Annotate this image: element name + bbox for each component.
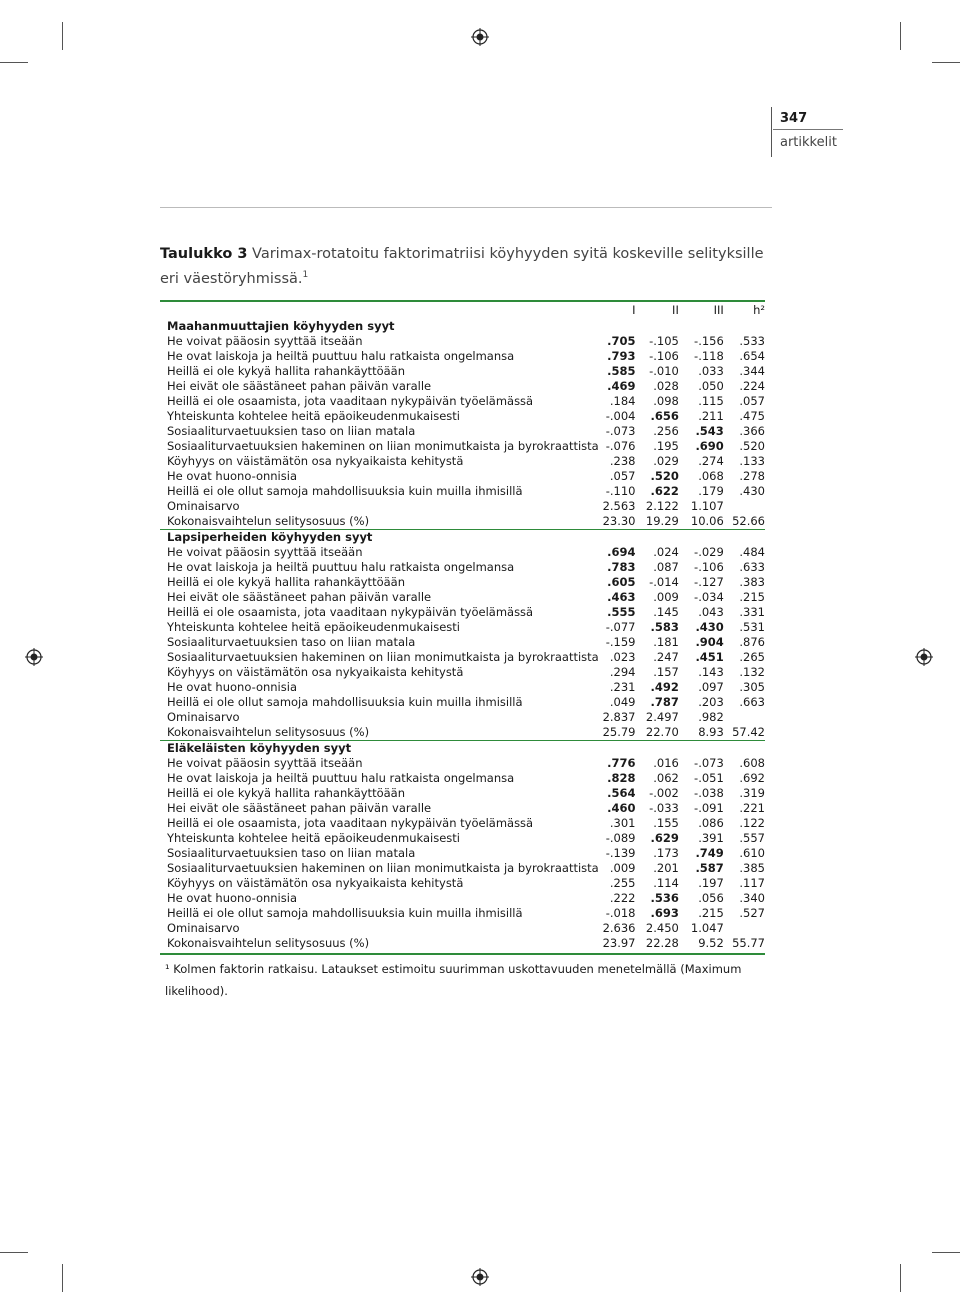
table-row xyxy=(160,725,765,741)
table-row xyxy=(160,364,765,379)
crop-mark xyxy=(932,62,960,63)
cell-value: 2.837 xyxy=(602,710,636,724)
cell-value: .793 xyxy=(607,349,636,363)
row-label: He ovat huono-onnisia xyxy=(167,680,297,694)
row-label: Köyhyys on väistämätön osa nykyaikaista kehitystä xyxy=(167,454,464,468)
cell-value: .133 xyxy=(739,454,765,468)
cell-value: -.106 xyxy=(694,560,724,574)
cell-value: .693 xyxy=(650,906,679,920)
table-row xyxy=(160,861,765,876)
group-header-row xyxy=(160,530,765,546)
cell-value: .587 xyxy=(695,861,724,875)
page-number: 347 xyxy=(780,111,808,126)
row-label: Heillä ei ole osaamista, jota vaaditaan nykypäivän työelämässä xyxy=(167,394,534,408)
cell-value: .087 xyxy=(653,560,679,574)
table-row xyxy=(160,499,765,514)
row-label: Sosiaaliturvaetuuksien taso on liian matala xyxy=(167,846,416,860)
row-label: Hei eivät ole säästäneet pahan päivän varalle xyxy=(167,379,432,393)
table-row xyxy=(160,801,765,816)
cell-value: .184 xyxy=(609,394,636,408)
row-label: Heillä ei ole osaamista, jota vaaditaan nykypäivän työelämässä xyxy=(167,605,534,619)
table-row xyxy=(160,560,765,575)
cell-value: .460 xyxy=(607,801,636,815)
row-label: Heillä ei ole ollut samoja mahdollisuuksia kuin muilla ihmisillä xyxy=(167,906,523,920)
caption-label: Taulukko 3 xyxy=(160,246,248,262)
cell-value: .319 xyxy=(739,786,765,800)
cell-value: -.010 xyxy=(649,364,679,378)
table-row xyxy=(160,394,765,409)
cell-value: -.033 xyxy=(649,801,679,815)
row-label: Sosiaaliturvaetuuksien hakeminen on liian monimutkaista ja byrokraattista xyxy=(167,861,599,875)
row-label: Hei eivät ole säästäneet pahan päivän varalle xyxy=(167,801,432,815)
table-row xyxy=(160,891,765,906)
cell-value: .492 xyxy=(650,680,679,694)
cell-value: -.118 xyxy=(694,349,724,363)
cell-value: .557 xyxy=(739,831,765,845)
table-row xyxy=(160,906,765,921)
cell-value: .475 xyxy=(739,409,765,423)
cell-value: .583 xyxy=(650,620,679,634)
cell-value: .143 xyxy=(698,665,724,679)
cell-value: .265 xyxy=(739,650,765,664)
table-row xyxy=(160,545,765,560)
row-label: Kokonaisvaihtelun selitysosuus (%) xyxy=(167,514,370,528)
cell-value: .028 xyxy=(653,379,679,393)
crop-mark xyxy=(62,1264,63,1292)
cell-value: 2.636 xyxy=(602,921,636,935)
table-row xyxy=(160,816,765,831)
cell-value xyxy=(724,921,765,936)
cell-value: .203 xyxy=(698,695,724,709)
table-row xyxy=(160,756,765,771)
cell-value: .463 xyxy=(607,590,636,604)
crop-mark xyxy=(0,62,28,63)
cell-value: .430 xyxy=(695,620,724,634)
cell-value: .301 xyxy=(609,816,636,830)
row-label: Yhteiskunta kohtelee heitä epäoikeudenmukaisesti xyxy=(167,409,460,423)
cell-value: .391 xyxy=(698,831,724,845)
cell-value: .114 xyxy=(653,876,679,890)
table-row xyxy=(160,771,765,786)
cell-value: 55.77 xyxy=(732,936,765,950)
cell-value: -.018 xyxy=(605,906,636,920)
row-label: Yhteiskunta kohtelee heitä epäoikeudenmukaisesti xyxy=(167,620,460,634)
cell-value: .024 xyxy=(653,545,679,559)
cell-value: .115 xyxy=(698,394,724,408)
group-title: Maahanmuuttajien köyhyyden syyt xyxy=(167,319,395,333)
cell-value: -.139 xyxy=(605,846,636,860)
row-label: He ovat laiskoja ja heiltä puuttuu halu ratkaista ongelmansa xyxy=(167,349,515,363)
cell-value: .555 xyxy=(607,605,636,619)
cell-value: .520 xyxy=(739,439,765,453)
cell-value: .469 xyxy=(607,379,636,393)
cell-value: .068 xyxy=(698,469,724,483)
cell-value: -.034 xyxy=(694,590,724,604)
table-row xyxy=(160,439,765,454)
group-header-row xyxy=(160,319,765,334)
table-row xyxy=(160,876,765,891)
row-label: Ominaisarvo xyxy=(167,921,240,935)
table-row xyxy=(160,846,765,861)
table-row xyxy=(160,590,765,605)
cell-value: .256 xyxy=(653,424,679,438)
row-label: Sosiaaliturvaetuuksien hakeminen on liian monimutkaista ja byrokraattista xyxy=(167,439,599,453)
cell-value: .057 xyxy=(609,469,636,483)
cell-value: .098 xyxy=(653,394,679,408)
cell-value: -.127 xyxy=(694,575,724,589)
row-label: He ovat huono-onnisia xyxy=(167,891,297,905)
row-label: Kokonaisvaihtelun selitysosuus (%) xyxy=(167,936,370,950)
cell-value: .238 xyxy=(609,454,636,468)
cell-value: .663 xyxy=(739,695,765,709)
row-label: Heillä ei ole ollut samoja mahdollisuuksia kuin muilla ihmisillä xyxy=(167,484,523,498)
table-row xyxy=(160,936,765,951)
table-row xyxy=(160,409,765,424)
cell-value: .564 xyxy=(607,786,636,800)
cell-value: .029 xyxy=(653,454,679,468)
cell-value: .195 xyxy=(653,439,679,453)
cell-value: 2.122 xyxy=(645,499,679,513)
cell-value: .484 xyxy=(739,545,765,559)
table-row xyxy=(160,786,765,801)
cell-value: .231 xyxy=(609,680,636,694)
table-row xyxy=(160,469,765,484)
cell-value: .201 xyxy=(653,861,679,875)
cell-value: .122 xyxy=(739,816,765,830)
row-label: He voivat pääosin syyttää itseään xyxy=(167,545,363,559)
row-label: Sosiaaliturvaetuuksien hakeminen on liian monimutkaista ja byrokraattista xyxy=(167,650,599,664)
table-row xyxy=(160,665,765,680)
cell-value: .056 xyxy=(698,891,724,905)
cell-value: .294 xyxy=(609,665,636,679)
row-label: Heillä ei ole osaamista, jota vaaditaan nykypäivän työelämässä xyxy=(167,816,534,830)
cell-value: .215 xyxy=(698,906,724,920)
cell-value: .543 xyxy=(695,424,724,438)
table-row xyxy=(160,454,765,469)
table-row xyxy=(160,620,765,635)
cell-value: .531 xyxy=(739,620,765,634)
footnote-line: ¹ Kolmen faktorin ratkaisu. Lataukset estimoitu suurimman uskottavuuden menetelmällä (Maximum xyxy=(165,962,742,976)
cell-value xyxy=(724,710,765,725)
table-row xyxy=(160,710,765,725)
cell-value: -.073 xyxy=(694,756,724,770)
header-divider xyxy=(773,129,843,130)
cell-value: .057 xyxy=(739,394,765,408)
cell-value: .654 xyxy=(739,349,765,363)
column-header: II xyxy=(672,303,679,317)
cell-value: .622 xyxy=(650,484,679,498)
cell-value: .255 xyxy=(609,876,636,890)
factor-matrix xyxy=(160,302,765,951)
cell-value: 52.66 xyxy=(732,514,765,528)
row-label: Sosiaaliturvaetuuksien taso on liian matala xyxy=(167,635,416,649)
cell-value: .211 xyxy=(698,409,724,423)
cell-value: -.105 xyxy=(649,334,679,348)
cell-value: .520 xyxy=(650,469,679,483)
cell-value: .385 xyxy=(739,861,765,875)
cell-value: .117 xyxy=(739,876,765,890)
cell-value: .062 xyxy=(653,771,679,785)
cell-value: -.038 xyxy=(694,786,724,800)
header-divider xyxy=(771,107,772,157)
cell-value: 22.70 xyxy=(645,725,679,739)
table-row xyxy=(160,514,765,530)
row-label: Heillä ei ole kykyä hallita rahankäyttöään xyxy=(167,575,405,589)
cell-value: .656 xyxy=(650,409,679,423)
row-label: He voivat pääosin syyttää itseään xyxy=(167,334,363,348)
cell-value: .692 xyxy=(739,771,765,785)
cell-value: .383 xyxy=(739,575,765,589)
footnote xyxy=(165,958,765,1002)
row-label: Hei eivät ole säästäneet pahan päivän varalle xyxy=(167,590,432,604)
cell-value: -.110 xyxy=(605,484,636,498)
cell-value: .527 xyxy=(739,906,765,920)
cell-value: .278 xyxy=(739,469,765,483)
row-label: Köyhyys on väistämätön osa nykyaikaista kehitystä xyxy=(167,665,464,679)
cell-value: .009 xyxy=(653,590,679,604)
table-row xyxy=(160,605,765,620)
cell-value: -.156 xyxy=(694,334,724,348)
crop-mark xyxy=(900,22,901,50)
cell-value: .155 xyxy=(653,816,679,830)
cell-value: .173 xyxy=(653,846,679,860)
cell-value: .605 xyxy=(607,575,636,589)
cell-value: .690 xyxy=(695,439,724,453)
cell-value: .181 xyxy=(653,635,679,649)
cell-value: .340 xyxy=(739,891,765,905)
cell-value: 2.450 xyxy=(645,921,679,935)
crop-mark xyxy=(932,1252,960,1253)
cell-value: 23.97 xyxy=(602,936,636,950)
row-label: Köyhyys on väistämätön osa nykyaikaista kehitystä xyxy=(167,876,464,890)
table-row xyxy=(160,424,765,439)
cell-value: .179 xyxy=(698,484,724,498)
cell-value: 1.107 xyxy=(690,499,724,513)
section-label: artikkelit xyxy=(780,135,837,150)
cell-value: .097 xyxy=(698,680,724,694)
cell-value: .705 xyxy=(607,334,636,348)
cell-value: -.159 xyxy=(605,635,636,649)
cell-value: 57.42 xyxy=(732,725,765,739)
table-bottom-rule xyxy=(160,953,765,955)
cell-value: -.004 xyxy=(605,409,636,423)
cell-value: .043 xyxy=(698,605,724,619)
row-label: Yhteiskunta kohtelee heitä epäoikeudenmukaisesti xyxy=(167,831,460,845)
table-body xyxy=(160,319,765,951)
row-label: He ovat laiskoja ja heiltä puuttuu halu ratkaista ongelmansa xyxy=(167,560,515,574)
caption-footnote-ref: 1 xyxy=(302,270,309,280)
cell-value: .629 xyxy=(650,831,679,845)
cell-value: 25.79 xyxy=(602,725,636,739)
cell-value: .009 xyxy=(609,861,636,875)
table-row xyxy=(160,650,765,665)
cell-value: .145 xyxy=(653,605,679,619)
crop-mark xyxy=(62,22,63,50)
cell-value: .157 xyxy=(653,665,679,679)
cell-value xyxy=(724,499,765,514)
table-row xyxy=(160,379,765,394)
crop-mark xyxy=(0,1252,28,1253)
cell-value: .776 xyxy=(607,756,636,770)
group-header-row xyxy=(160,741,765,757)
crop-mark xyxy=(900,1264,901,1292)
cell-value: .247 xyxy=(653,650,679,664)
cell-value: -.091 xyxy=(694,801,724,815)
table-header-row xyxy=(160,302,765,319)
cell-value: .828 xyxy=(607,771,636,785)
cell-value: .904 xyxy=(695,635,724,649)
cell-value: 2.563 xyxy=(602,499,636,513)
cell-value: .215 xyxy=(739,590,765,604)
cell-value: .876 xyxy=(739,635,765,649)
cell-value: .050 xyxy=(698,379,724,393)
cell-value: .224 xyxy=(739,379,765,393)
top-rule xyxy=(160,207,772,208)
table-row xyxy=(160,695,765,710)
cell-value: -.076 xyxy=(605,439,636,453)
cell-value: .451 xyxy=(695,650,724,664)
row-label: Ominaisarvo xyxy=(167,499,240,513)
group-title: Lapsiperheiden köyhyyden syyt xyxy=(160,530,765,546)
cell-value: 19.29 xyxy=(645,514,679,528)
table-row xyxy=(160,831,765,846)
cell-value: 10.06 xyxy=(690,514,724,528)
table-row xyxy=(160,484,765,499)
row-label: Sosiaaliturvaetuuksien taso on liian matala xyxy=(167,424,416,438)
table-caption xyxy=(160,244,770,290)
registration-mark-icon xyxy=(915,648,933,666)
cell-value: -.106 xyxy=(649,349,679,363)
cell-value: .221 xyxy=(739,801,765,815)
row-label: He voivat pääosin syyttää itseään xyxy=(167,756,363,770)
factor-table xyxy=(160,300,765,955)
registration-mark-icon xyxy=(471,1268,489,1286)
table-row xyxy=(160,349,765,364)
cell-value: .366 xyxy=(739,424,765,438)
cell-value: -.089 xyxy=(605,831,636,845)
cell-value: .305 xyxy=(739,680,765,694)
row-label: Kokonaisvaihtelun selitysosuus (%) xyxy=(167,725,370,739)
column-header: I xyxy=(632,303,636,317)
cell-value: .023 xyxy=(609,650,636,664)
cell-value: .610 xyxy=(739,846,765,860)
cell-value: -.002 xyxy=(649,786,679,800)
table-row xyxy=(160,921,765,936)
row-label: Ominaisarvo xyxy=(167,710,240,724)
cell-value: .608 xyxy=(739,756,765,770)
cell-value: .749 xyxy=(695,846,724,860)
cell-value: .132 xyxy=(739,665,765,679)
registration-mark-icon xyxy=(25,648,43,666)
column-header: III xyxy=(713,303,724,317)
cell-value: 1.047 xyxy=(690,921,724,935)
cell-value: .033 xyxy=(698,364,724,378)
cell-value: .694 xyxy=(607,545,636,559)
table-row xyxy=(160,680,765,695)
cell-value: 9.52 xyxy=(698,936,724,950)
caption-text: Varimax-rotatoitu faktorimatriisi köyhyyden syitä koskeville selityksille eri väestöryhmissä. xyxy=(160,246,764,287)
cell-value: .533 xyxy=(739,334,765,348)
cell-value: 22.28 xyxy=(645,936,679,950)
column-header: h² xyxy=(753,303,765,317)
cell-value: .430 xyxy=(739,484,765,498)
cell-value: -.077 xyxy=(605,620,636,634)
table-row xyxy=(160,334,765,349)
registration-mark-icon xyxy=(471,28,489,46)
cell-value: .222 xyxy=(609,891,636,905)
row-label: Heillä ei ole ollut samoja mahdollisuuksia kuin muilla ihmisillä xyxy=(167,695,523,709)
row-label: Heillä ei ole kykyä hallita rahankäyttöään xyxy=(167,786,405,800)
group-title: Eläkeläisten köyhyyden syyt xyxy=(160,741,765,757)
cell-value: .086 xyxy=(698,816,724,830)
cell-value: .016 xyxy=(653,756,679,770)
row-label: Heillä ei ole kykyä hallita rahankäyttöään xyxy=(167,364,405,378)
cell-value: .331 xyxy=(739,605,765,619)
cell-value: .536 xyxy=(650,891,679,905)
cell-value: .633 xyxy=(739,560,765,574)
footnote-line: likelihood). xyxy=(165,984,228,998)
cell-value: .049 xyxy=(609,695,636,709)
cell-value: .787 xyxy=(650,695,679,709)
cell-value: 2.497 xyxy=(645,710,679,724)
cell-value: -.073 xyxy=(605,424,636,438)
row-label: He ovat huono-onnisia xyxy=(167,469,297,483)
cell-value: 23.30 xyxy=(602,514,636,528)
cell-value: .274 xyxy=(698,454,724,468)
row-label: He ovat laiskoja ja heiltä puuttuu halu ratkaista ongelmansa xyxy=(167,771,515,785)
cell-value: -.014 xyxy=(649,575,679,589)
cell-value: -.051 xyxy=(694,771,724,785)
cell-value: .783 xyxy=(607,560,636,574)
cell-value: 8.93 xyxy=(698,725,724,739)
cell-value: .344 xyxy=(739,364,765,378)
cell-value: .585 xyxy=(607,364,636,378)
cell-value: .197 xyxy=(698,876,724,890)
cell-value: .982 xyxy=(698,710,724,724)
table-row xyxy=(160,635,765,650)
table-row xyxy=(160,575,765,590)
cell-value: -.029 xyxy=(694,545,724,559)
